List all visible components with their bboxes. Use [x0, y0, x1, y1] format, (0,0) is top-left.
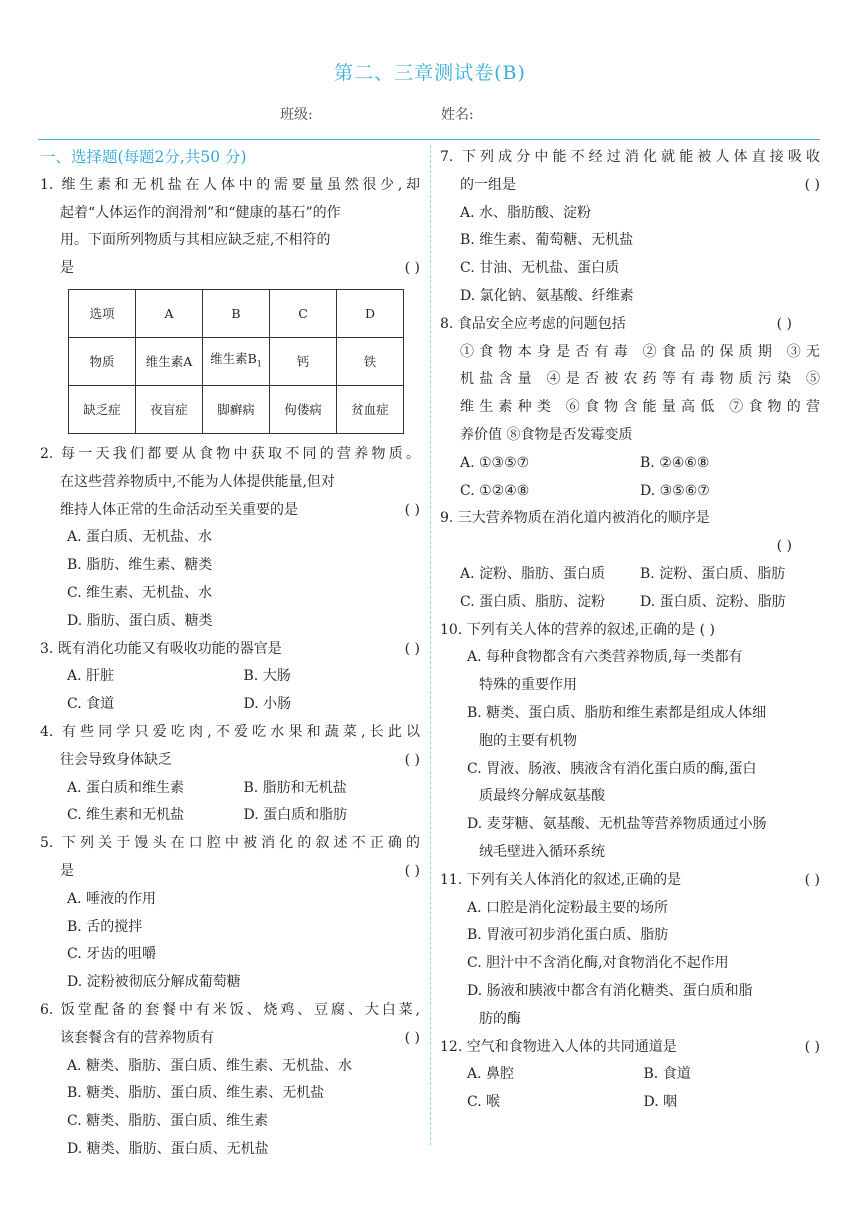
answer-paren: ( )	[804, 176, 820, 193]
option: C. 喉	[467, 1094, 501, 1111]
option: D. 脂肪、蛋白质、糖类	[67, 612, 213, 629]
option: A. 肝脏	[67, 668, 115, 685]
option: D. 小肠	[243, 696, 292, 713]
question-line: 12. 空气和食物进入人体的共同通道是 ( )	[440, 1034, 820, 1062]
option-row	[440, 561, 820, 589]
question-line-last: 是 ( )	[40, 858, 420, 886]
option-row	[40, 691, 420, 719]
answer-paren: ( )	[404, 260, 420, 277]
question-5	[40, 830, 420, 997]
table-cell: A	[136, 289, 203, 337]
question-8	[440, 311, 820, 506]
option: C. 甘油、无机盐、蛋白质	[460, 260, 620, 277]
question-line-last	[440, 533, 820, 561]
option: D. 淀粉被彻底分解成葡萄糖	[67, 974, 241, 991]
question-line: 9. 三大营养物质在消化道内被消化的顺序是	[440, 510, 710, 527]
option: D. 蛋白质和脂肪	[243, 807, 348, 824]
question-2	[40, 441, 420, 636]
table-cell: 缺乏症	[69, 385, 136, 433]
option: B. 维生素、葡萄糖、无机盐	[460, 232, 634, 249]
option: A. 口腔是消化淀粉最主要的场所	[467, 899, 669, 916]
question-line: 8. 食品安全应考虑的问题包括 ( )	[440, 311, 820, 339]
name-label: 姓名:	[441, 107, 474, 123]
question-7	[440, 144, 820, 311]
question-line: 7. 下列成分中能不经过消化就能被人体直接吸收	[440, 149, 820, 165]
question-line: 维生素种类 ⑥食物含能量高低 ⑦食物的营	[460, 399, 820, 416]
option: D. 麦芽糖、氨基酸、无机盐等营养物质通过小肠	[467, 816, 767, 833]
question-line-last: 往会导致身体缺乏 ( )	[40, 747, 420, 775]
question-11	[440, 867, 820, 1034]
option: B. 糖类、脂肪、蛋白质、维生素、无机盐	[67, 1085, 325, 1102]
option: B. 食道	[643, 1066, 691, 1083]
option: B. ②④⑥⑧	[640, 454, 710, 471]
table-cell: 铁	[337, 337, 404, 385]
option: C. 胆汁中不含消化酶,对食物消化不起作用	[467, 955, 729, 972]
option: A. 鼻腔	[467, 1066, 515, 1083]
option: B. 淀粉、蛋白质、脂肪	[640, 565, 786, 582]
question-line: 机盐含量 ④是否被农药等有毒物质污染 ⑤	[460, 371, 820, 388]
question-line-last: 该套餐含有的营养物质有 ( )	[40, 1025, 420, 1053]
answer-paren: ( )	[776, 538, 792, 555]
table-cell: 维生素$B_1$	[203, 337, 270, 385]
option-row	[40, 802, 420, 830]
option: B. 糖类、蛋白质、脂肪和维生素都是组成人体细	[467, 704, 767, 721]
option: A. 蛋白质、无机盐、水	[67, 529, 213, 546]
answer-paren: ( )	[804, 1038, 820, 1055]
option: A. 每种食物都含有六类营养物质,每一类都有	[467, 649, 743, 666]
option-continued: 质最终分解成氨基酸	[479, 788, 605, 805]
option-continued: 绒毛壁进入循环系统	[479, 843, 605, 860]
option: D. 咽	[643, 1094, 678, 1111]
option: C. ①②④⑧	[460, 482, 530, 499]
question-1	[40, 172, 420, 434]
option: C. 维生素、无机盐、水	[67, 584, 213, 601]
option-row	[40, 663, 420, 691]
table-cell: D	[337, 289, 404, 337]
right-column	[440, 144, 820, 1117]
table-row	[69, 385, 404, 433]
question-12	[440, 1034, 820, 1117]
vitamin-table	[68, 289, 404, 434]
table-cell: 维生素A	[136, 337, 203, 385]
option: A. 唾液的作用	[67, 890, 157, 907]
option: D. 氯化钠、氨基酸、纤维素	[460, 287, 634, 304]
option-continued: 肪的酶	[479, 1010, 521, 1027]
answer-paren: ( )	[404, 1029, 420, 1046]
question-line: 11. 下列有关人体消化的叙述,正确的是 ( )	[440, 867, 820, 895]
table-cell: 夜盲症	[136, 385, 203, 433]
option-row	[440, 1089, 820, 1117]
question-line: 养价值 ⑧食物是否发霉变质	[460, 426, 633, 443]
question-line: 起着“人体运作的润滑剂”和“健康的基石”的作	[60, 204, 341, 221]
option: C. 胃液、肠液、胰液含有消化蛋白质的酶,蛋白	[467, 760, 757, 777]
question-line: 1. 维生素和无机盐在人体中的需要量虽然很少,却	[40, 176, 420, 193]
answer-paren: ( )	[404, 640, 420, 657]
option: B. 大肠	[243, 668, 291, 685]
answer-paren: ( )	[404, 862, 420, 879]
option: C. 食道	[67, 696, 115, 713]
question-line: 2. 每一天我们都要从食物中获取不同的营养物质。	[40, 445, 420, 462]
answer-paren: ( )	[776, 315, 792, 332]
table-cell: 贫血症	[337, 385, 404, 433]
option: B. 脂肪和无机盐	[243, 779, 347, 796]
answer-paren: ( )	[404, 751, 420, 768]
table-cell: 佝偻病	[270, 385, 337, 433]
table-cell: 物质	[69, 337, 136, 385]
option: A. 淀粉、脂肪、蛋白质	[460, 565, 606, 582]
question-line-last: 维持人体正常的生命活动至关重要的是 ( )	[40, 497, 420, 525]
option: B. 舌的搅拌	[67, 918, 143, 935]
option: A. 糖类、脂肪、蛋白质、维生素、无机盐、水	[67, 1057, 353, 1074]
question-line: ①食物本身是否有毒 ②食品的保质期 ③无	[460, 343, 820, 360]
page-title: 第二、三章测试卷(B)	[334, 62, 526, 84]
question-6	[40, 997, 420, 1164]
table-row	[69, 337, 404, 385]
class-label: 班级:	[280, 107, 313, 123]
question-4	[40, 719, 420, 830]
question-3	[40, 636, 420, 719]
option: A. ①③⑤⑦	[460, 454, 530, 471]
header-divider	[38, 139, 820, 140]
option-row	[40, 775, 420, 803]
answer-paren: ( )	[804, 871, 820, 888]
column-divider	[430, 145, 431, 1145]
table-row	[69, 289, 404, 337]
table-cell: C	[270, 289, 337, 337]
table-cell: 选项	[69, 289, 136, 337]
question-line: 5. 下列关于馒头在口腔中被消化的叙述不正确的	[40, 835, 420, 852]
answer-paren: ( )	[404, 501, 420, 518]
option-row	[440, 450, 820, 478]
option: C. 牙齿的咀嚼	[67, 946, 157, 963]
option: D. 蛋白质、淀粉、脂肪	[640, 593, 786, 610]
question-line-last: 是 ( )	[40, 255, 420, 283]
section-title: 一、选择题(每题2分,共50 分)	[40, 148, 247, 166]
option: D. 肠液和胰液中都含有消化糖类、蛋白质和脂	[467, 982, 753, 999]
question-line-last: 的一组是 ( )	[440, 172, 820, 200]
question-line: 10. 下列有关人体的营养的叙述,正确的是 ( )	[440, 621, 715, 638]
table-cell: 钙	[270, 337, 337, 385]
option: B. 脂肪、维生素、糖类	[67, 557, 213, 574]
option: A. 蛋白质和维生素	[67, 779, 185, 796]
option-row	[440, 589, 820, 617]
option-continued: 特殊的重要作用	[479, 677, 577, 694]
option: B. 胃液可初步消化蛋白质、脂肪	[467, 927, 669, 944]
subscript: 1	[256, 359, 262, 369]
option: D. ③⑤⑥⑦	[640, 482, 710, 499]
option: C. 糖类、脂肪、蛋白质、维生素	[67, 1113, 269, 1130]
question-line: 用。下面所列物质与其相应缺乏症,不相符的	[60, 232, 331, 249]
option-row	[440, 478, 820, 506]
question-line: 6. 饭堂配备的套餐中有米饭、烧鸡、豆腐、大白菜,	[40, 1001, 420, 1018]
option-row	[440, 1061, 820, 1089]
option: C. 维生素和无机盐	[67, 807, 185, 824]
question-line: 3. 既有消化功能又有吸收功能的器官是 ( )	[40, 636, 420, 664]
question-9	[440, 505, 820, 616]
question-line: 在这些营养物质中,不能为人体提供能量,但对	[60, 473, 335, 490]
option: C. 蛋白质、脂肪、淀粉	[460, 593, 606, 610]
table-cell: B	[203, 289, 270, 337]
option: D. 糖类、脂肪、蛋白质、无机盐	[67, 1140, 269, 1157]
option-continued: 胞的主要有机物	[479, 732, 577, 749]
left-column	[40, 144, 420, 1164]
option: A. 水、脂肪酸、淀粉	[460, 204, 592, 221]
question-line: 4. 有些同学只爱吃肉,不爱吃水果和蔬菜,长此以	[40, 723, 420, 740]
question-10	[440, 617, 820, 867]
table-cell: 脚癣病	[203, 385, 270, 433]
